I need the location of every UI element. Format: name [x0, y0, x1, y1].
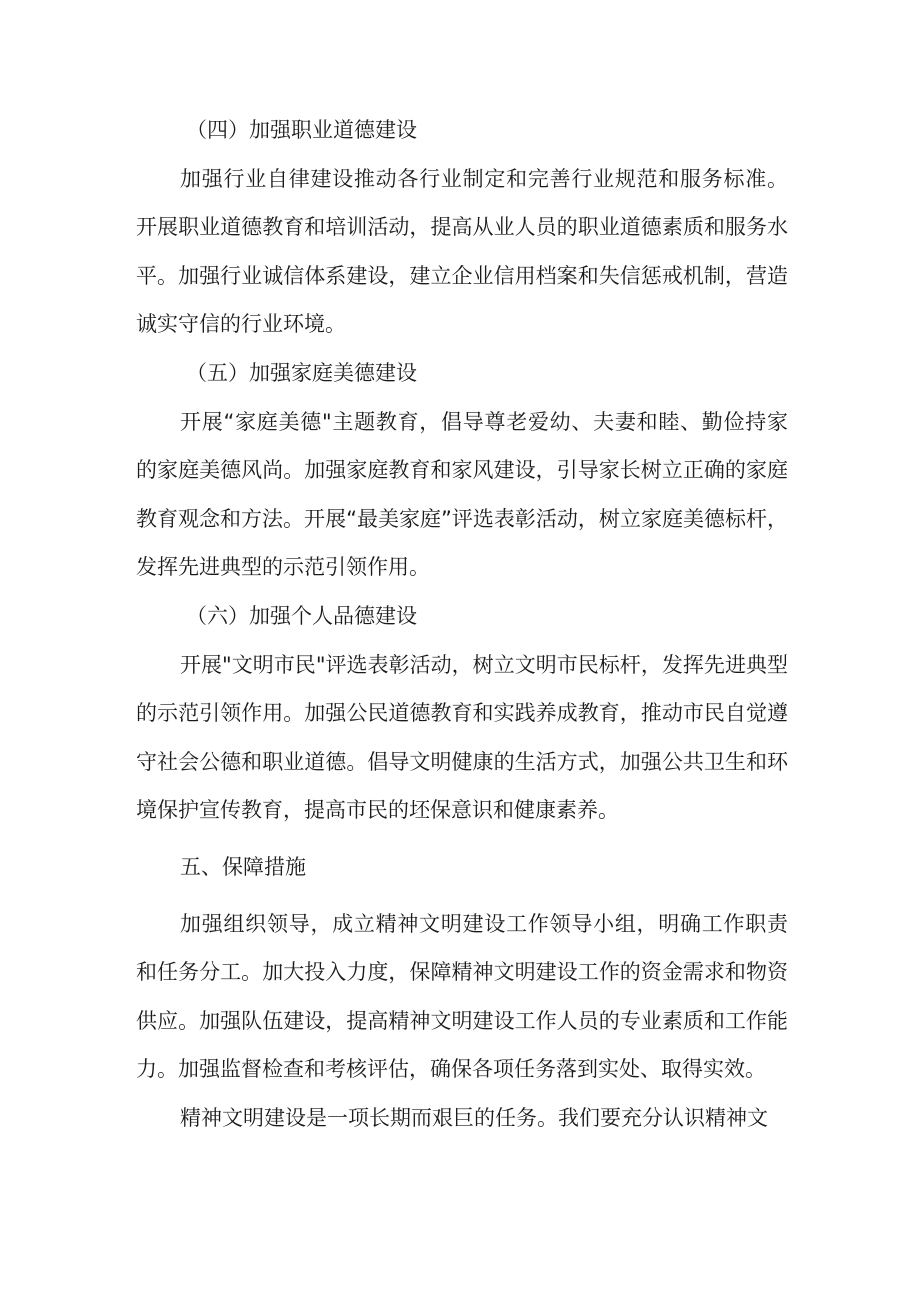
- section-paragraph-5: 开展“家庭美德"主题教育，倡导尊老爱幼、夫妻和睦、勤俭持家的家庭美德风尚。加强家庭教育和家风建设，引导家长树立正确的家庭教育观念和方法。开展“最美家庭”评选表彰活动，树立家庭美德标杆，发挥先进典型的示范引领作用。: [136, 409, 788, 580]
- section-heading-5: （五）加强家庭美德建设: [186, 360, 417, 385]
- section-paragraph-4: 加强行业自律建设推动各行业制定和完善行业规范和服务标准。开展职业道德教育和培训活动，提高从业人员的职业道德素质和服务水平。加强行业诚信体系建设，建立企业信用档案和失信惩戒机制，营造诚实守信的行业环境。: [136, 166, 788, 337]
- closing-paragraph: 精神文明建设是一项长期而艰巨的任务。我们要充分认识精神文: [180, 1105, 768, 1130]
- section-paragraph-6: 开展"文明市民"评选表彰活动，树立文明市民标杆，发挥先进典型的示范引领作用。加强公民道德教育和实践养成教育，推动市民自觉遵守社会公德和职业道德。倡导文明健康的生活方式，加强公共卫生和环境保护宣传教育，提高市民的坯保意识和健康素养。: [136, 652, 788, 823]
- section-heading-4: （四）加强职业道德建设: [186, 118, 417, 142]
- chapter-heading-safeguards: 五、保障措施: [180, 854, 306, 879]
- section-heading-6: （六）加强个人品德建设: [186, 603, 417, 628]
- document-body: [136, 106, 788, 1142]
- chapter-paragraph-safeguards: 加强组织领导，成立精神文明建设工作领导小组，明确工作职责和任务分工。加大投入力度，保障精神文明建设工作的资金需求和物资供应。加强队伍建设，提高精神文明建设工作人员的专业素质和工作能力。加强监督检查和考核评估，确保各项任务落到实处、取得实效。: [136, 911, 788, 1082]
